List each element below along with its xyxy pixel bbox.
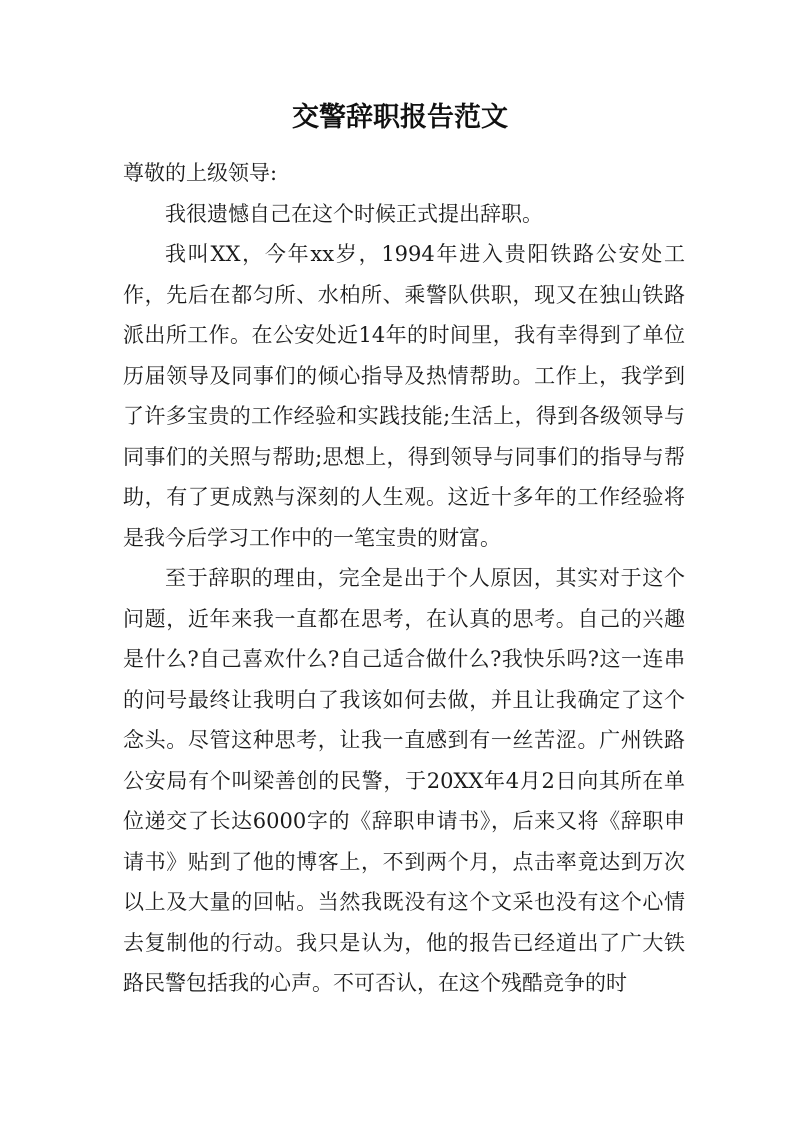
document-body xyxy=(123,153,685,1004)
paragraph: 至于辞职的理由，完全是出于个人原因，其实对于这个问题，近年来我一直都在思考，在认真的思考。自己的兴趣是什么?自己喜欢什么?自己适合做什么?我快乐吗?这一连串的问号最终让我明白了我该如何去做，并且让我确定了这个念头。尽管这种思考，让我一直感到有一丝苦涩。广州铁路公安局有个叫梁善创的民警，于20XX年4月2日向其所在单位递交了长达6000字的《辞职申请书》，后来又将《辞职申请书》贴到了他的博客上，不到两个月，点击率竟达到万次以上及大量的回帖。当然我既没有这个文采也没有这个心情去复制他的行动。我只是认为，他的报告已经道出了广大铁路民警包括我的心声。不可否认，在这个残酷竞争的时 xyxy=(123,566,685,995)
document-title: 交警辞职报告范文 xyxy=(292,102,508,133)
salutation: 尊敬的上级领导: xyxy=(123,161,278,185)
paragraph: 我很遗憾自己在这个时候正式提出辞职。 xyxy=(165,201,543,226)
paragraph: 我叫XX，今年xx岁，1994年进入贵阳铁路公安处工作，先后在都匀所、水柏所、乘警队供职，现又在独山铁路派出所工作。在公安处近14年的时间里，我有幸得到了单位历届领导及同事们的倾心指导及热情帮助。工作上，我学到了许多宝贵的工作经验和实践技能;生活上，得到各级领导与同事们的关照与帮助;思想上，得到领导与同事们的指导与帮助，有了更成熟与深刻的人生观。这近十多年的工作经验将是我今后学习工作中的一笔宝贵的财富。 xyxy=(123,242,685,550)
